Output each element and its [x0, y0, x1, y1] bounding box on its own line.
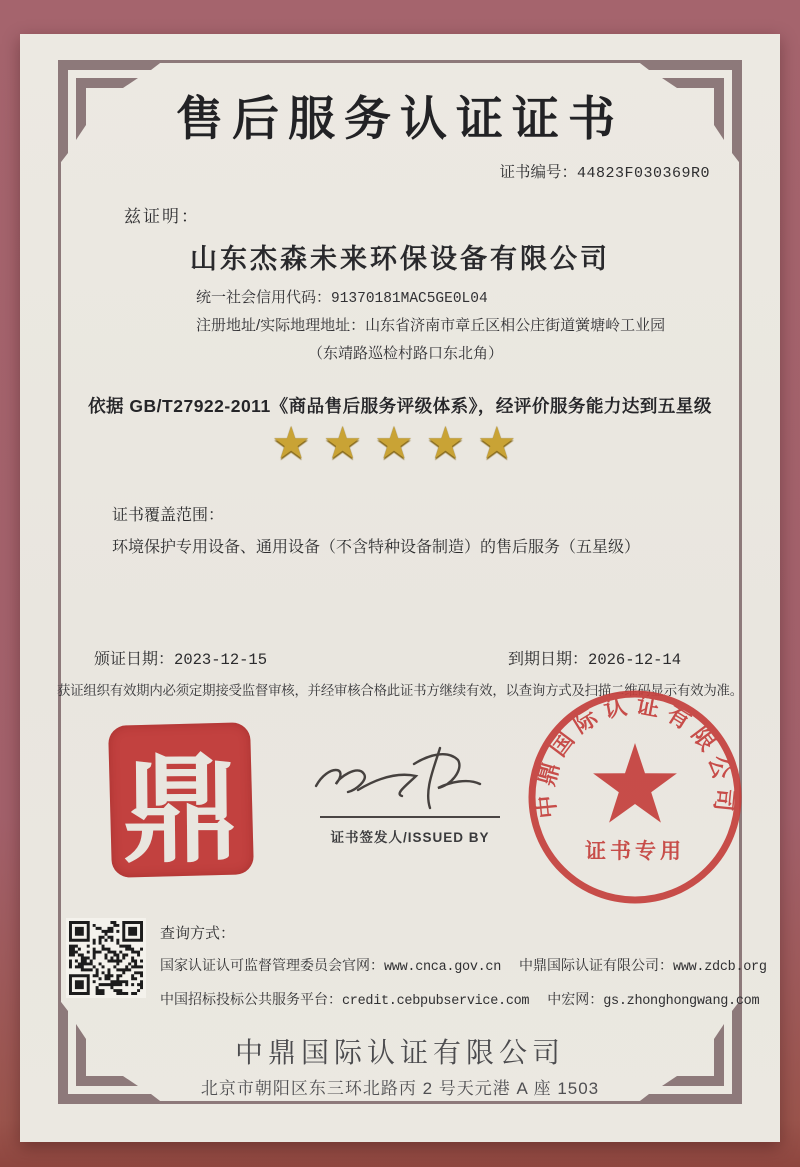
zhonghong-label: 中宏网： — [547, 991, 604, 1007]
certification-basis: 依据 GB/T27922-2011《商品售后服务评级体系》，经评价服务能力达到五星级 — [88, 396, 712, 416]
stamp-purpose-text: 证书专用 — [585, 839, 685, 863]
company-address-line1: 山东省济南市章丘区相公庄街道黉塘岭工业园 — [365, 317, 666, 334]
zdcb-label: 中鼎国际认证有限公司： — [519, 957, 674, 973]
cebpub-label: 中国招标投标公共服务平台： — [160, 991, 342, 1007]
scope-text: 环境保护专用设备、通用设备（不含特种设备制造）的售后服务（五星级） — [112, 539, 641, 556]
issue-date-value: 2023-12-15 — [174, 651, 268, 669]
zdcb-url: www.zdcb.org — [673, 960, 767, 975]
seal-character: 鼎 — [121, 745, 241, 878]
company-address-label: 注册地址/实际地理地址： — [196, 317, 366, 334]
validity-note: 获证组织有效期内必须定期接受监督审核，并经审核合格此证书方继续有效，以查询方式及扫描二维码显示有效为准。 — [57, 683, 743, 698]
cebpub-url: credit.cebpubservice.com — [342, 994, 530, 1009]
attest-label: 兹证明： — [124, 207, 200, 226]
issue-date-row — [94, 646, 267, 669]
certificate-title: 售后服务认证证书 — [176, 94, 624, 146]
credit-code-label: 统一社会信用代码： — [196, 289, 332, 306]
certificate-number-row — [499, 160, 710, 182]
five-star-rating: ★★★★★ — [271, 419, 529, 468]
expiry-date-label: 到期日期： — [508, 651, 589, 668]
issued-by-label: 证书签发人/ISSUED BY — [330, 830, 490, 845]
credit-code-value: 91370181MAC5GE0L04 — [331, 291, 488, 307]
certified-company-name: 山东杰森未来环保设备有限公司 — [190, 244, 610, 274]
query-method-label: 查询方式： — [160, 925, 236, 942]
cnca-url: www.cnca.gov.cn — [384, 960, 502, 975]
certificate-number-label: 证书编号： — [499, 164, 577, 181]
stamp-star-icon — [593, 743, 677, 823]
certificate-number: 44823F030369R0 — [576, 165, 710, 182]
credit-code-row — [196, 286, 488, 307]
signature-underline — [320, 816, 500, 818]
issuer-company-name: 中鼎国际认证有限公司 — [234, 1037, 565, 1068]
scope-label: 证书覆盖范围： — [112, 507, 225, 524]
issuer-address: 北京市朝阳区东三环北路丙 2 号天元港 A 座 1503 — [200, 1079, 600, 1098]
query-line-1 — [160, 955, 767, 975]
signature-handwriting — [298, 738, 510, 812]
cnca-label: 国家认证认可监督管理委员会官网： — [160, 957, 384, 973]
qr-code — [66, 918, 146, 998]
square-red-seal — [108, 722, 254, 878]
issue-date-label: 颁证日期： — [94, 651, 175, 668]
expiry-date-row — [508, 646, 681, 669]
zhonghong-url: gs.zhonghongwang.com — [603, 994, 760, 1009]
expiry-date-value: 2026-12-14 — [588, 651, 682, 669]
round-company-stamp — [524, 686, 746, 908]
certificate-paper — [20, 34, 780, 1142]
company-address-line2: （东靖路巡检村路口东北角） — [308, 345, 504, 362]
query-line-2 — [160, 989, 759, 1009]
company-address-row — [196, 314, 665, 335]
stamp-company-text: 中鼎国际认证有限公司 — [533, 692, 737, 820]
